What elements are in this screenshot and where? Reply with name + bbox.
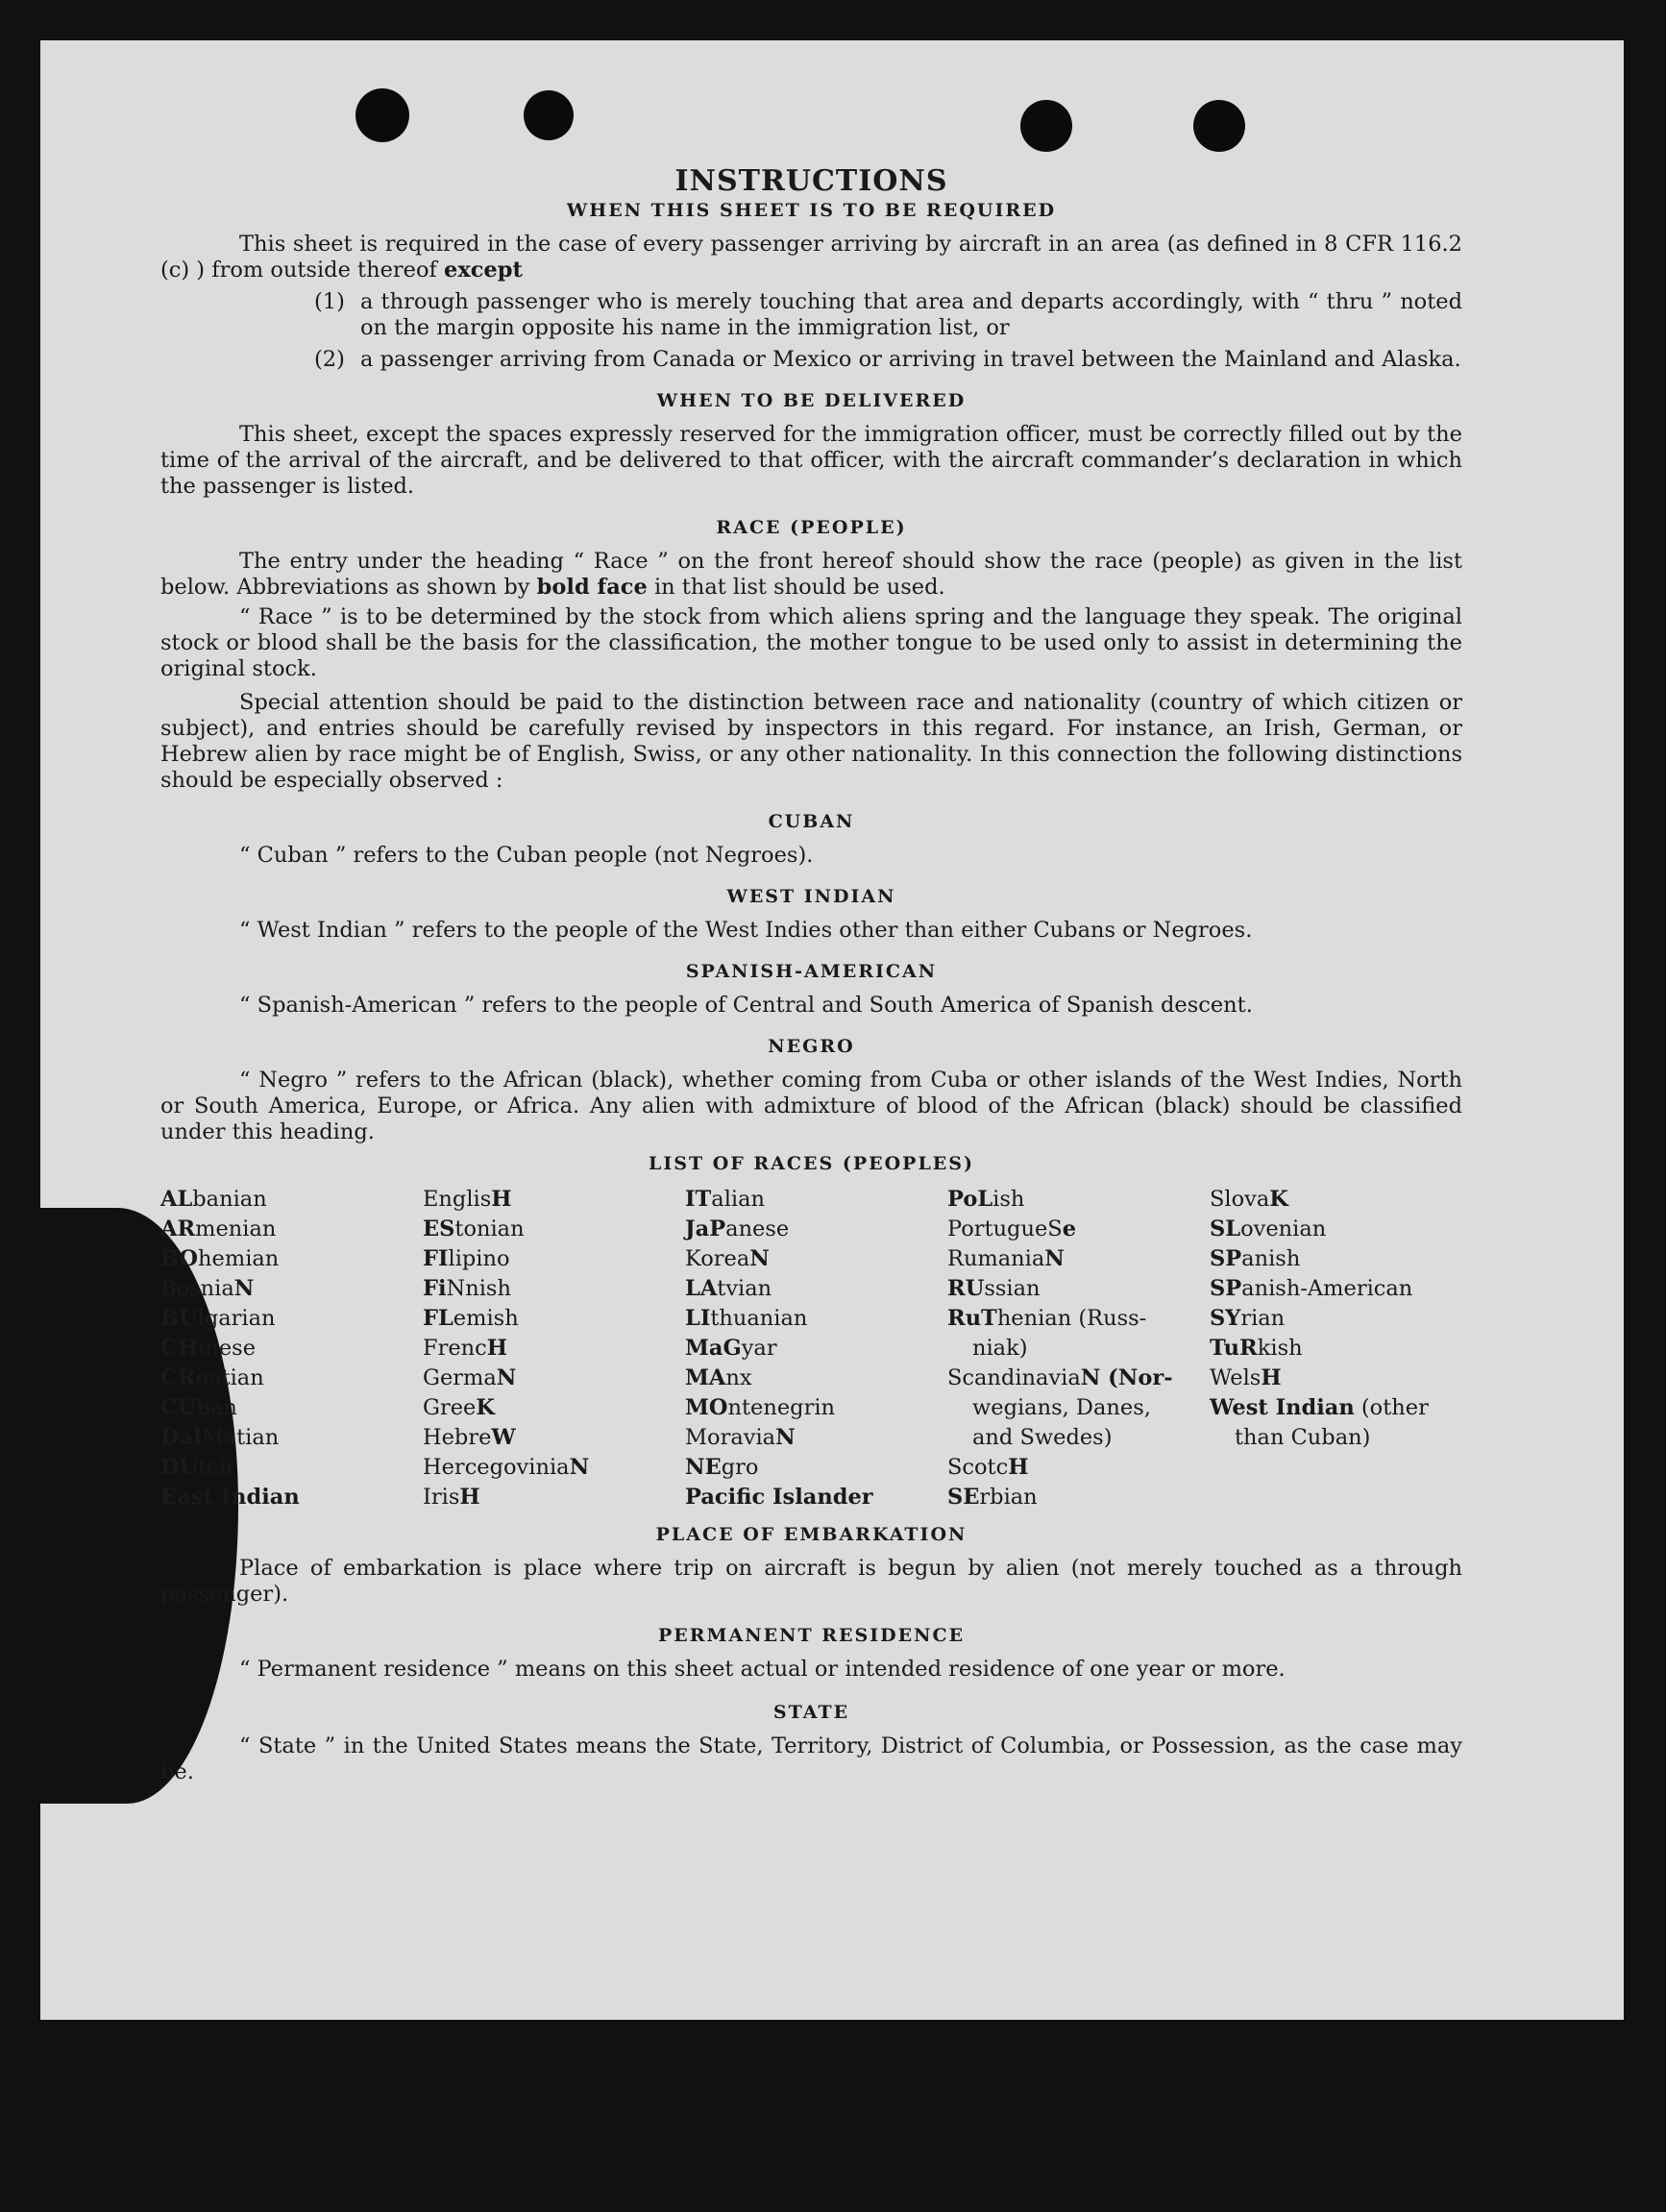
- paragraph: “ Permanent residence ” means on this sheet actual or intended residence of one year or more.: [239, 1657, 1286, 1682]
- race-entry: ARmenian: [160, 1217, 277, 1241]
- paragraph: This sheet is required in the case of every passenger arriving by aircraft in an area (as defined in 8 CFR 116.2 (c) ) from outside thereof except: [160, 232, 1462, 283]
- race-entry: MOntenegrin: [685, 1395, 836, 1420]
- race-entry: than Cuban): [1235, 1425, 1371, 1450]
- race-entry: and Swedes): [972, 1425, 1113, 1450]
- paragraph: “ Race ” is to be determined by the stock from which aliens spring and the language they speak. The original stock or blood shall be the basis for the classification, the mother tongue to be used only to assist in determining the original stock.: [160, 604, 1462, 681]
- race-entry: DUtch: [160, 1455, 233, 1480]
- race-entry: ITalian: [685, 1187, 765, 1212]
- race-entry: CRoatian: [160, 1365, 264, 1390]
- section-heading: WEST INDIAN: [726, 886, 896, 907]
- race-entry: EStonian: [423, 1217, 525, 1241]
- race-entry: wegians, Danes,: [972, 1395, 1151, 1420]
- race-entry: JaPanese: [685, 1217, 790, 1241]
- race-entry: RUssian: [947, 1276, 1041, 1301]
- race-entry: FLemish: [423, 1306, 519, 1331]
- race-entry: WelsH: [1210, 1365, 1282, 1390]
- race-column: [1210, 1185, 1462, 1512]
- page-title: INSTRUCTIONS: [674, 164, 948, 198]
- paragraph: “ State ” in the United States means the State, Territory, District of Columbia, or Possession, as the case may be.: [160, 1733, 1462, 1784]
- section-heading: CUBAN: [768, 811, 855, 832]
- section-heading: NEGRO: [768, 1036, 855, 1057]
- race-entry: East Indian: [160, 1485, 300, 1510]
- section-heading: PLACE OF EMBARKATION: [655, 1524, 968, 1545]
- punch-hole: [355, 88, 409, 142]
- paragraph: “ Cuban ” refers to the Cuban people (not Negroes).: [239, 843, 814, 868]
- section-heading: PERMANENT RESIDENCE: [657, 1625, 966, 1646]
- race-entry: BOhemian: [160, 1246, 280, 1271]
- paragraph: The entry under the heading “ Race ” on the front hereof should show the race (people) as given in the list below. Abbreviations as shown by bold face in that list should be used.: [160, 549, 1462, 600]
- race-entry: HercegoviniaN: [423, 1455, 590, 1480]
- race-column: [160, 1185, 423, 1512]
- race-entry: GermaN: [423, 1365, 517, 1390]
- race-entry: ScotcH: [947, 1455, 1029, 1480]
- race-entry: SLovenian: [1210, 1217, 1327, 1241]
- section-heading: SPANISH-AMERICAN: [685, 961, 938, 982]
- race-entry: IrisH: [423, 1485, 480, 1510]
- paragraph: Special attention should be paid to the distinction between race and nationality (country of which citizen or subject), and entries should be carefully revised by inspectors in this regard. For instance, an Irish, German, or Hebrew alien by race might be of English, Swiss, or any other nationality. In this connection the following distinctions should be especially observed :: [160, 690, 1462, 793]
- race-entry: RumaniaN: [947, 1246, 1065, 1271]
- section-heading: LIST OF RACES (PEOPLES): [649, 1153, 974, 1174]
- section-heading: WHEN THIS SHEET IS TO BE REQUIRED: [566, 200, 1057, 221]
- race-entry: ScandinaviaN (Nor-: [947, 1365, 1173, 1390]
- paragraph: “ Spanish-American ” refers to the people of Central and South America of Spanish descent.: [239, 993, 1253, 1018]
- race-entry: KoreaN: [685, 1246, 770, 1271]
- section-heading: STATE: [772, 1702, 850, 1723]
- race-entry: GreeK: [423, 1395, 495, 1420]
- race-entry: SPanish-American: [1210, 1276, 1413, 1301]
- race-entry: MoraviaN: [685, 1425, 796, 1450]
- section-heading: WHEN TO BE DELIVERED: [656, 390, 967, 411]
- race-entry: DalMatian: [160, 1425, 280, 1450]
- race-entry: CHinese: [160, 1336, 257, 1361]
- race-entry: PoLish: [947, 1187, 1025, 1212]
- race-entry: LAtvian: [685, 1276, 772, 1301]
- race-column: [685, 1185, 947, 1512]
- race-entry: FiNnish: [423, 1276, 511, 1301]
- list-item: (2) a passenger arriving from Canada or Mexico or arriving in travel between the Mainland and Alaska.: [314, 347, 1461, 372]
- paragraph: Place of embarkation is place where trip on aircraft is begun by alien (not merely touched as a through passenger).: [160, 1556, 1462, 1607]
- paragraph: “ Negro ” refers to the African (black), whether coming from Cuba or other islands of the West Indies, North or South America, Europe, or Africa. Any alien with admixture of blood of the African (black) should be classified under this heading.: [160, 1068, 1462, 1144]
- race-entry: CUban: [160, 1395, 237, 1420]
- race-entry: SPanish: [1210, 1246, 1301, 1271]
- race-entry: FrencH: [423, 1336, 508, 1361]
- race-entry: BUlgarian: [160, 1306, 276, 1331]
- section-heading: RACE (PEOPLE): [716, 517, 907, 538]
- race-column: [947, 1185, 1210, 1512]
- race-entry: SlovaK: [1210, 1187, 1288, 1212]
- race-entry: SYrian: [1210, 1306, 1286, 1331]
- paragraph: “ West Indian ” refers to the people of the West Indies other than either Cubans or Negroes.: [239, 918, 1253, 943]
- race-entry: TuRkish: [1210, 1336, 1303, 1361]
- race-entry: ALbanian: [160, 1187, 267, 1212]
- race-entry: PortugueSe: [947, 1217, 1077, 1241]
- race-entry: EnglisH: [423, 1187, 512, 1212]
- race-entry: SErbian: [947, 1485, 1038, 1510]
- instructions-content: [160, 164, 1462, 1789]
- race-entry: MaGyar: [685, 1336, 777, 1361]
- list-item: (1) a through passenger who is merely touching that area and departs accordingly, with “ thru ” noted on the margin opposite his name in the immigration list, or: [314, 289, 1462, 340]
- race-column: [423, 1185, 685, 1512]
- race-entry: West Indian (other: [1210, 1395, 1429, 1420]
- race-entry: BosniaN: [160, 1276, 255, 1301]
- paragraph: This sheet, except the spaces expressly reserved for the immigration officer, must be correctly filled out by the time of the arrival of the aircraft, and be delivered to that officer, with the aircraft commander’s declaration in which the passenger is listed.: [160, 422, 1462, 499]
- race-entry: Pacific Islander: [685, 1485, 873, 1510]
- race-entry: HebreW: [423, 1425, 516, 1450]
- race-list: [160, 1185, 1462, 1512]
- punch-hole: [1193, 100, 1245, 152]
- race-entry: RuThenian (Russ-: [947, 1306, 1147, 1331]
- punch-hole: [1020, 100, 1072, 152]
- punch-hole: [524, 90, 574, 140]
- race-entry: FIlipino: [423, 1246, 510, 1271]
- race-entry: NEgro: [685, 1455, 759, 1480]
- race-entry: LIthuanian: [685, 1306, 808, 1331]
- race-entry: MAnx: [685, 1365, 752, 1390]
- race-entry: niak): [972, 1336, 1028, 1361]
